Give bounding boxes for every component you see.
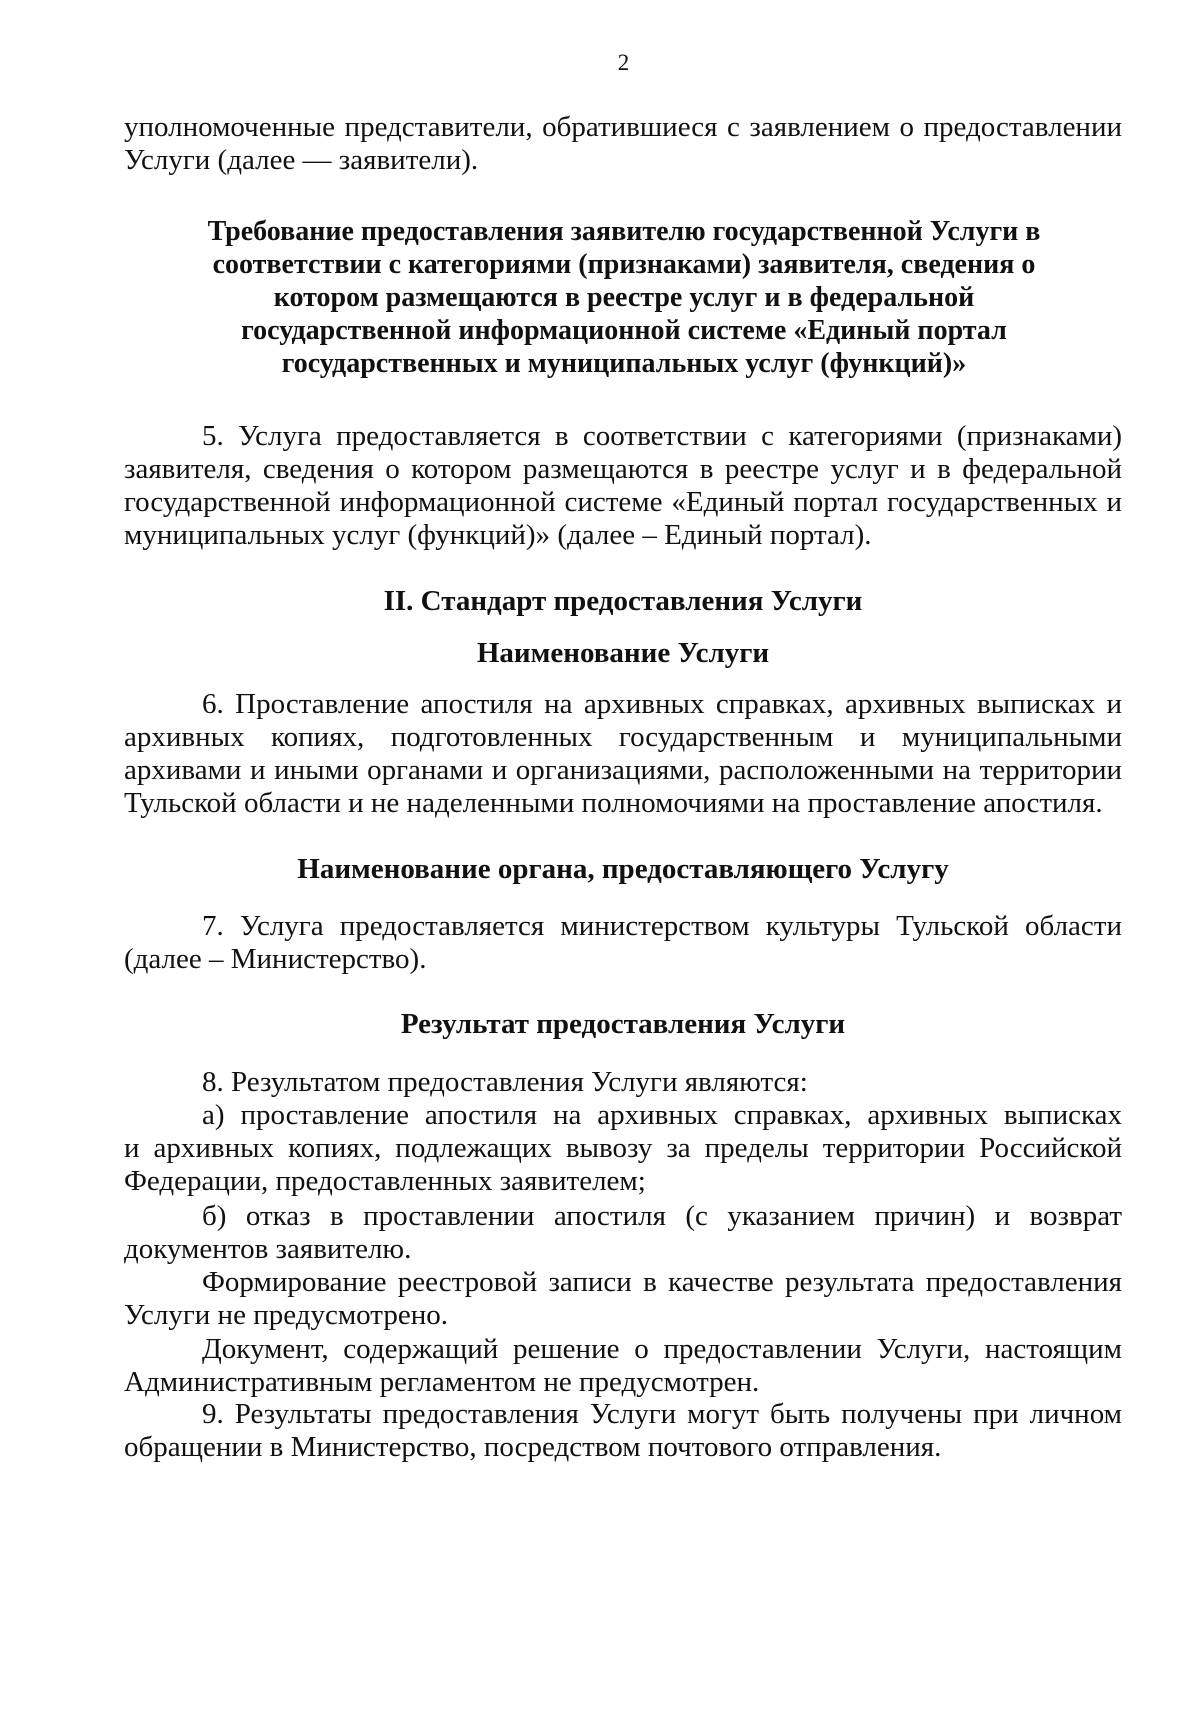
text-line: 7. Услуга предоставляется министерством культуры Тульской области — [202, 910, 1122, 942]
text-line: Документ, содержащий решение о предоставлении Услуги, настоящим — [202, 1333, 1122, 1365]
paragraph-8a — [124, 1099, 1122, 1198]
text-line: а) проставление апостиля на архивных справках, архивных выписках — [202, 1099, 1122, 1131]
heading-line: государственных и муниципальных услуг (функций)» — [281, 348, 967, 379]
text-line: б) отказ в проставлении апостиля (с указанием причин) и возврат — [202, 1200, 1122, 1232]
paragraph-9 — [124, 1398, 1122, 1464]
paragraph-6 — [124, 688, 1122, 820]
paragraph-8b — [124, 1200, 1122, 1266]
paragraph-7 — [124, 910, 1122, 976]
text-line: обращении в Министерство, посредством почтового отправления. — [124, 1431, 942, 1463]
text-line: Федерации, предоставленных заявителем; — [124, 1165, 646, 1197]
text-line: документов заявителю. — [124, 1233, 412, 1265]
text-line: заявителя, сведения о котором размещаются в реестре услуг и в федеральной — [124, 453, 1122, 485]
text-line: 9. Результаты предоставления Услуги могут быть получены при личном — [202, 1398, 1122, 1430]
text-line: Услуги (далее — заявители). — [124, 144, 479, 176]
intro-paragraph — [124, 111, 1122, 177]
paragraph-8 — [124, 1066, 1122, 1099]
heading-line: соответствии с категориями (признаками) заявителя, сведения о — [212, 249, 1036, 280]
text-line: 5. Услуга предоставляется в соответствии с категориями (признаками) — [202, 420, 1122, 452]
heading-service-name: Наименование Услуги — [476, 637, 770, 669]
text-line: государственной информационной системе «Единый портал государственных и — [124, 486, 1122, 518]
text-line: архивами и иными органами и организациями, расположенными на территории — [124, 754, 1122, 786]
text-line: и архивных копиях, подлежащих вывозу за пределы территории Российской — [124, 1132, 1122, 1164]
heading-requirements — [124, 215, 1124, 380]
text-line: Формирование реестровой записи в качестве результата предоставления — [202, 1266, 1122, 1298]
heading-line: государственной информационной системе «Единый портал — [241, 315, 1007, 346]
text-line: (далее – Министерство). — [124, 943, 427, 975]
text-line: архивных копиях, подготовленных государственным и муниципальными — [124, 721, 1122, 753]
heading-organ: Наименование органа, предоставляющего Услугу — [297, 853, 949, 885]
heading-line: котором размещаются в реестре услуг и в федеральной — [273, 282, 975, 313]
text-line: 6. Проставление апостиля на архивных справках, архивных выписках и — [202, 688, 1122, 720]
text-line: Услуги не предусмотрено. — [124, 1299, 448, 1331]
page-number: 2 — [617, 50, 630, 75]
text-line: муниципальных услуг (функций)» (далее – Единый портал). — [124, 519, 872, 551]
text-line: 8. Результатом предоставления Услуги являются: — [202, 1066, 808, 1098]
paragraph-8d — [124, 1333, 1122, 1399]
text-line: Административным регламентом не предусмотрен. — [124, 1366, 760, 1398]
text-line: Тульской области и не наделенными полномочиями на проставление апостиля. — [124, 787, 1103, 819]
section-2-title: II. Стандарт предоставления Услуги — [383, 585, 863, 617]
paragraph-5 — [124, 420, 1122, 552]
heading-line: Требование предоставления заявителю государственной Услуги в — [207, 216, 1041, 247]
paragraph-8c — [124, 1266, 1122, 1332]
text-line: уполномоченные представители, обратившиеся с заявлением о предоставлении — [124, 111, 1122, 143]
heading-result: Результат предоставления Услуги — [400, 1008, 846, 1040]
